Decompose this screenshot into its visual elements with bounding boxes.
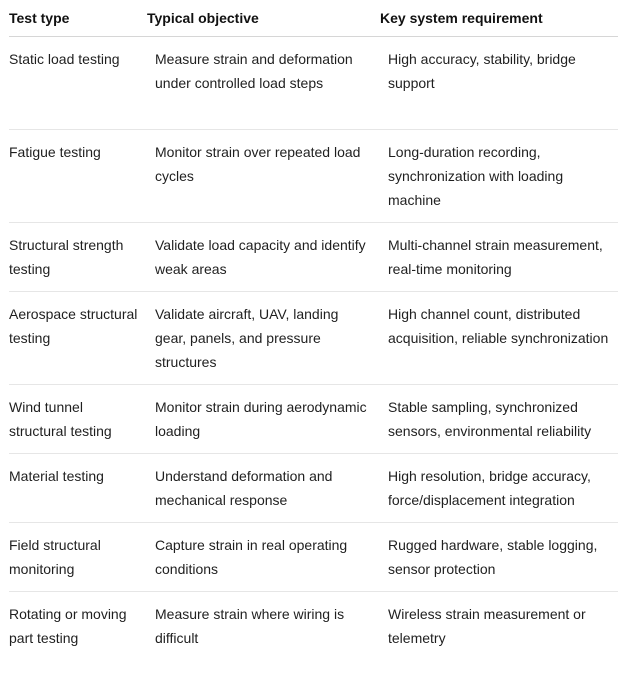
cell-test-type: Static load testing — [9, 51, 120, 67]
cell-test-type: Aerospace structural testing — [9, 306, 138, 346]
cell-test-type: Rotating or moving part testing — [9, 606, 127, 646]
cell-test-type: Fatigue testing — [9, 144, 101, 160]
header-typical-objective: Typical objective — [147, 10, 259, 26]
cell-requirement: Wireless strain measurement or telemetry — [388, 606, 586, 646]
cell-objective: Monitor strain over repeated load cycles — [155, 144, 361, 184]
table-row — [9, 385, 618, 454]
cell-objective: Validate load capacity and identify weak areas — [155, 237, 366, 277]
cell-requirement: High resolution, bridge accuracy, force/displacement integration — [388, 468, 591, 508]
cell-test-type: Field structural monitoring — [9, 537, 101, 577]
cell-objective: Measure strain and deformation under controlled load steps — [155, 51, 353, 91]
test-requirements-table — [9, 0, 618, 683]
header-key-system-requirement: Key system requirement — [380, 10, 543, 26]
cell-test-type: Material testing — [9, 468, 104, 484]
cell-requirement: Rugged hardware, stable logging, sensor protection — [388, 537, 598, 577]
table-row — [9, 454, 618, 523]
cell-requirement: High accuracy, stability, bridge support — [388, 51, 576, 91]
table-header — [9, 0, 618, 37]
table-row — [9, 130, 618, 223]
cell-objective: Capture strain in real operating conditions — [155, 537, 348, 577]
header-test-type: Test type — [9, 10, 70, 26]
cell-requirement: Multi-channel strain measurement, real-time monitoring — [388, 237, 603, 277]
table-row — [9, 37, 618, 130]
table-row — [9, 223, 618, 292]
cell-test-type: Structural strength testing — [9, 237, 124, 277]
cell-objective: Validate aircraft, UAV, landing gear, panels, and pressure structures — [155, 306, 339, 370]
cell-objective: Measure strain where wiring is difficult — [155, 606, 345, 646]
table-row — [9, 292, 618, 385]
cell-requirement: Stable sampling, synchronized sensors, environmental reliability — [388, 399, 592, 439]
table-row — [9, 592, 618, 683]
cell-objective: Understand deformation and mechanical response — [155, 468, 333, 508]
cell-test-type: Wind tunnel structural testing — [9, 399, 112, 439]
cell-objective: Monitor strain during aerodynamic loading — [155, 399, 367, 439]
cell-requirement: High channel count, distributed acquisition, reliable synchronization — [388, 306, 609, 346]
cell-requirement: Long-duration recording, synchronization with loading machine — [388, 144, 564, 208]
table-row — [9, 523, 618, 592]
